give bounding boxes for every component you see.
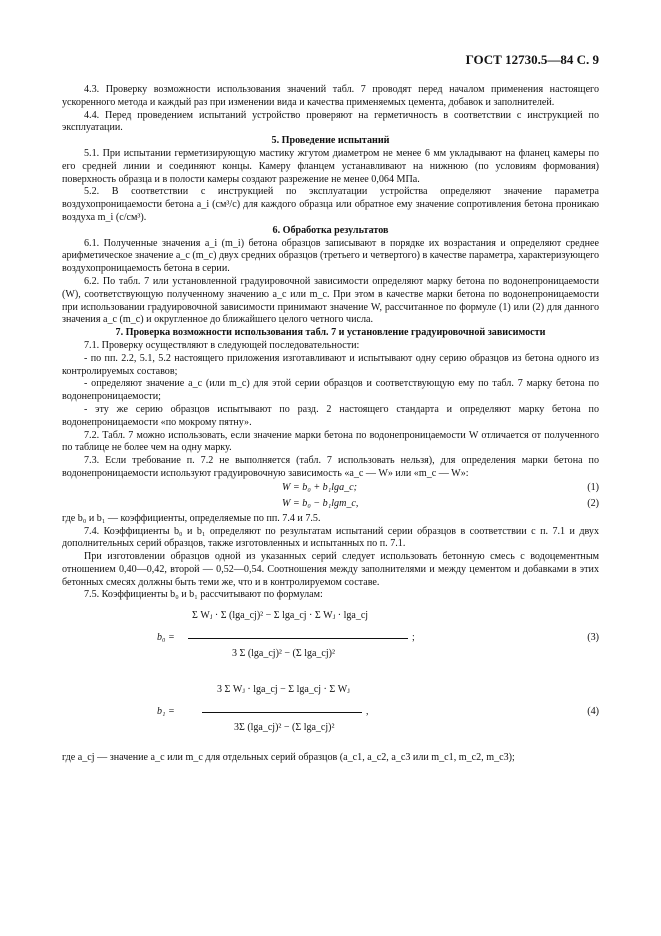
paragraph-where-1: где b₀ и b₁ — коэффициенты, определяемые по пп. 7.4 и 7.5.: [62, 512, 321, 524]
formula-3-lhs: b₀ =: [157, 632, 175, 644]
paragraph-6-2: 6.2. По табл. 7 или установленной градуировочной зависимости определяют марку бетона по водонепроницаемости (W), соответствующую полученному значению a_c или m_c. При этом в качестве марки бетона по водонепроницаемости при использовании градуировочной зависимости принимают значение W, рассчитанное по формуле (1) или (2) для данного значения a_c (m_c) и округленное до ближайшего целого четного числа.: [62, 275, 599, 326]
paragraph-7-1-b: - определяют значение a_c (или m_c) для этой серии образцов и соответствующую ему по табл. 7 марку бетона по водонепроницаемости;: [62, 378, 599, 403]
formula-4-numerator: 3 Σ Wⱼ · lga_cj − Σ lga_cj · Σ Wⱼ: [217, 684, 350, 696]
formula-3-fraction-bar: [188, 638, 408, 639]
document-body: [62, 84, 599, 765]
paragraph-7-5: 7.5. Коэффициенты b₀ и b₁ рассчитывают по формулам:: [84, 589, 323, 601]
formula-4-lhs: b₁ =: [157, 706, 175, 718]
paragraph-7-1: 7.1. Проверку осуществляют в следующей последовательности:: [84, 339, 360, 351]
page-header: ГОСТ 12730.5—84 С. 9: [465, 52, 599, 67]
equation-1-text: W = b₀ + b₁lga_c;: [282, 481, 358, 493]
paragraph-7-1-c: - эту же серию образцов испытывают по разд. 2 настоящего стандарта и определяют марку бетона по водонепроницаемости «по мокрому пятну».: [62, 403, 599, 428]
formula-3-numerator: Σ Wⱼ · Σ (lga_cj)² − Σ lga_cj · Σ Wⱼ · lga_cj: [192, 610, 369, 622]
paragraph-5-2: 5.2. В соответствии с инструкцией по эксплуатации устройства определяют значение параметра воздухопроницаемости бетона a_i (см³/с) для каждого образца или обратное ему значение сопротивления бетона проникаю воздуха m_i (с/см³).: [62, 186, 599, 223]
paragraph-where-2: где a_cj — значение a_c или m_c для отдельных серий образцов (a_c1, a_c2, a_c3 или m_c1, m_c2, m_c3);: [62, 752, 515, 764]
paragraph-4-4: 4.4. Перед проведением испытаний устройство проверяют на герметичность в соответствии с инструкцией по эксплуатации.: [62, 109, 599, 134]
section-5-title: 5. Проведение испытаний: [271, 135, 390, 147]
paragraph-7-1-a: - по пп. 2.2, 5.1, 5.2 настоящего приложения изготавливают и испытывают одну серию образцов из бетона одного из контролируемых составов;: [62, 352, 599, 377]
formula-3-number: (3): [587, 632, 599, 644]
formula-4-denominator: 3Σ (lga_cj)² − (Σ lga_cj)²: [234, 722, 335, 734]
paragraph-5-1: 5.1. При испытании герметизирующую мастику жгутом диаметром не менее 6 мм укладывают на фланец камеры по его средней линии и соединяют концы. Камеру фланцем устанавливают на нижнюю (по условиям формования) поверхность образца и в полости камеры создают разрежение не менее 0,064 МПа.: [62, 147, 599, 185]
equation-2: [62, 497, 599, 513]
paragraph-7-4: 7.4. Коэффициенты b₀ и b₁ определяют по результатам испытаний серии образцов в соответствии с п. 7.1 и двух дополнительных серий образцов, также изготовленных и испытанных по п. 7.1.: [62, 525, 599, 550]
section-6-title: 6. Обработка результатов: [272, 224, 389, 236]
paragraph-6-1: 6.1. Полученные значения a_i (m_i) бетона образцов записывают в порядке их возрастания и определяют среднее арифметическое значение a_c (m_c) двух средних образцов (третьего и четвертого) в качестве параметра, характеризующего воздухопроницаемость бетона в серии.: [62, 237, 599, 275]
paragraph-7-4-b: При изготовлении образцов одной из указанных серий следует использовать бетонную смесь с водоцементным отношением 0,40—0,42, второй — 0,52—0,54. Соотношения между заполнителями и между цементом и добавками в этих бетонных смесях должны быть теми же, что и в контролируемом составе.: [62, 551, 599, 588]
formula-4-number: (4): [587, 706, 599, 718]
formula-4: b₁ = 3 Σ Wⱼ · lga_cj − Σ lga_cj · Σ Wⱼ 3Σ (lga_cj)² − (Σ lga_cj)² , (4): [157, 684, 599, 734]
equation-2-number: (2): [587, 497, 599, 509]
section-7-title: 7. Проверка возможности использования табл. 7 и установление градуировочной зависимости: [115, 327, 546, 339]
equation-2-text: W = b₀ − b₁lgm_c,: [282, 497, 359, 509]
formula-4-fraction-bar: [202, 712, 362, 713]
paragraph-4-3: 4.3. Проверку возможности использования значений табл. 7 проводят перед началом применения настоящего ускоренного метода и каждый раз при изменении вида и качества применяемых цемента, добавок и заполнителей.: [62, 84, 599, 108]
equation-1: [62, 481, 599, 497]
paragraph-7-2: 7.2. Табл. 7 можно использовать, если значение марки бетона по водонепроницаемости W отличается от полученного по таблице не более чем на одну марку.: [62, 429, 599, 454]
paragraph-7-3: 7.3. Если требование п. 7.2 не выполняется (табл. 7 использовать нельзя), для определения марки бетона по водонепроницаемости используют градуировочную зависимость «a_c — W» или «m_c — W»:: [62, 455, 599, 479]
formula-3: b₀ = Σ Wⱼ · Σ (lga_cj)² − Σ lga_cj · Σ Wⱼ · lga_cj 3 Σ (lga_cj)² − (Σ lga_cj)² ; (3): [157, 610, 599, 660]
equation-1-number: (1): [587, 481, 599, 493]
formula-3-denominator: 3 Σ (lga_cj)² − (Σ lga_cj)²: [232, 648, 335, 660]
